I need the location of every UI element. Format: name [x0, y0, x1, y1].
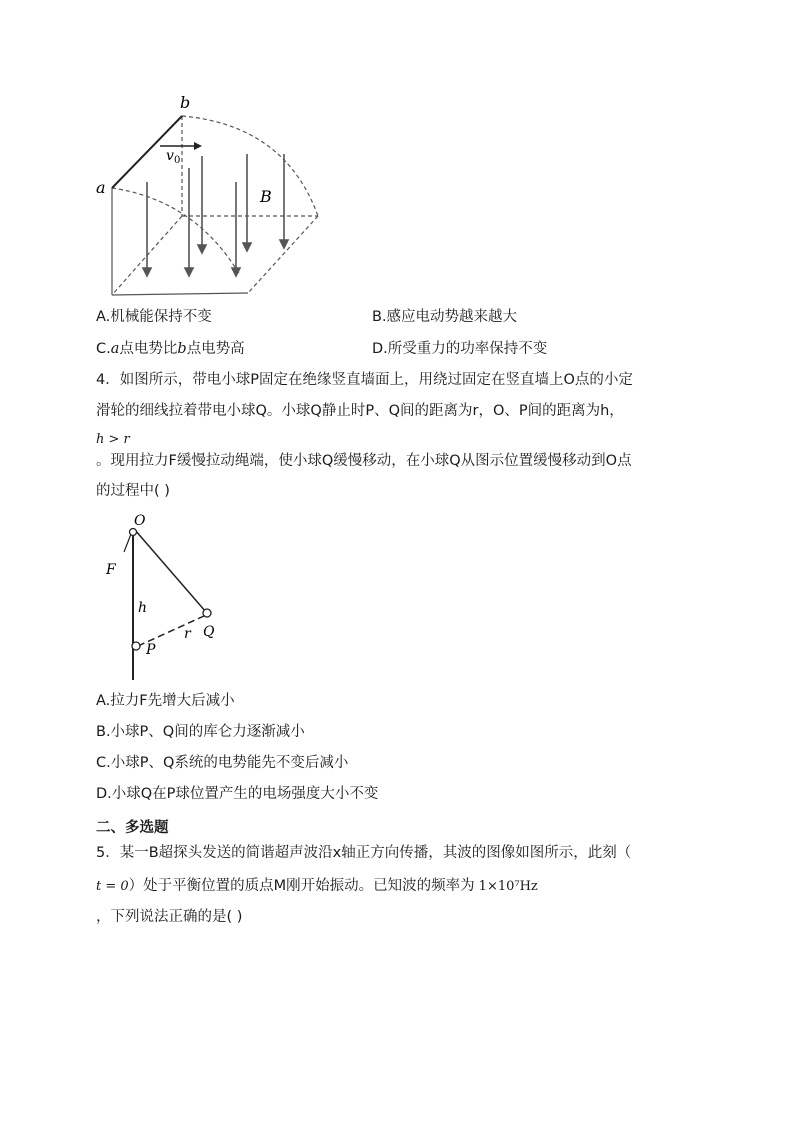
q3-option-d[interactable]: D.所受重力的功率保持不变	[372, 341, 548, 357]
q5-stem-line2: t = 0）处于平衡位置的质点M刚开始振动。已知波的频率为 1×10⁷Hz	[96, 878, 538, 894]
label-v0-subscript: 0	[174, 155, 181, 166]
q4-option-a[interactable]: A.拉力F先增大后减小	[96, 693, 235, 709]
label-a: a	[96, 178, 106, 197]
q4-stem-line5: 的过程中( )	[96, 483, 170, 499]
q5-frequency: 1×10⁷Hz	[478, 879, 538, 894]
figure-pulley-charges	[100, 506, 230, 682]
label-p: P	[146, 642, 156, 658]
q4-option-b[interactable]: B.小球P、Q间的库仑力逐渐减小	[96, 724, 305, 740]
ball-q	[203, 609, 211, 617]
dashed-arc-front	[112, 188, 240, 275]
q5-stem-line1: 5．某一B超探头发送的简谐超声波沿x轴正方向传播，其波的图像如图所示，此刻（	[96, 845, 632, 861]
label-B: B	[260, 187, 272, 206]
q4-option-d[interactable]: D.小球Q在P球位置产生的电场强度大小不变	[96, 786, 379, 802]
q5-time-math: t = 0	[96, 879, 129, 894]
q4-stem-line4: 。现用拉力F缓慢拉动绳端，使小球Q缓慢移动，在小球Q从图示位置缓慢移动到O点	[96, 453, 632, 469]
label-v0: v	[166, 148, 174, 164]
dashed-right-edge	[248, 216, 318, 293]
solid-base-front	[112, 293, 248, 295]
label-q: Q	[203, 624, 215, 640]
velocity-arrowhead	[194, 142, 202, 150]
q4-stem-math: h > r	[96, 432, 130, 447]
section-title-multiple-choice: 二、多选题	[96, 820, 169, 836]
q3-option-b[interactable]: B.感应电动势越来越大	[372, 309, 518, 325]
pulley-o	[130, 529, 137, 536]
q4-stem-line2: 滑轮的细线拉着带电小球Q。小球Q静止时P、Q间的距离为r，O、P间的距离为h，	[96, 403, 624, 419]
q3-option-a[interactable]: A.机械能保持不变	[96, 309, 212, 325]
label-h: h	[138, 600, 148, 616]
figure-magnetic-field	[90, 90, 340, 300]
label-f: F	[106, 562, 116, 578]
q3-options-row2	[96, 339, 736, 359]
label-b: b	[180, 93, 191, 112]
q3-option-c[interactable]: C.a点电势比b点电势高	[96, 341, 245, 357]
q4-option-c[interactable]: C.小球P、Q系统的电势能先不变后减小	[96, 755, 349, 771]
q4-stem-line1: 4．如图所示，带电小球P固定在绝缘竖直墙面上，用绕过固定在竖直墙上O点的小定	[96, 372, 633, 388]
label-r: r	[184, 626, 191, 642]
string-f	[124, 534, 131, 552]
q3-options-row1	[96, 307, 736, 327]
label-o: O	[134, 513, 146, 529]
q5-stem-line3: ，下列说法正确的是( )	[96, 909, 243, 925]
ball-p	[132, 642, 140, 650]
field-arrows	[143, 154, 288, 276]
